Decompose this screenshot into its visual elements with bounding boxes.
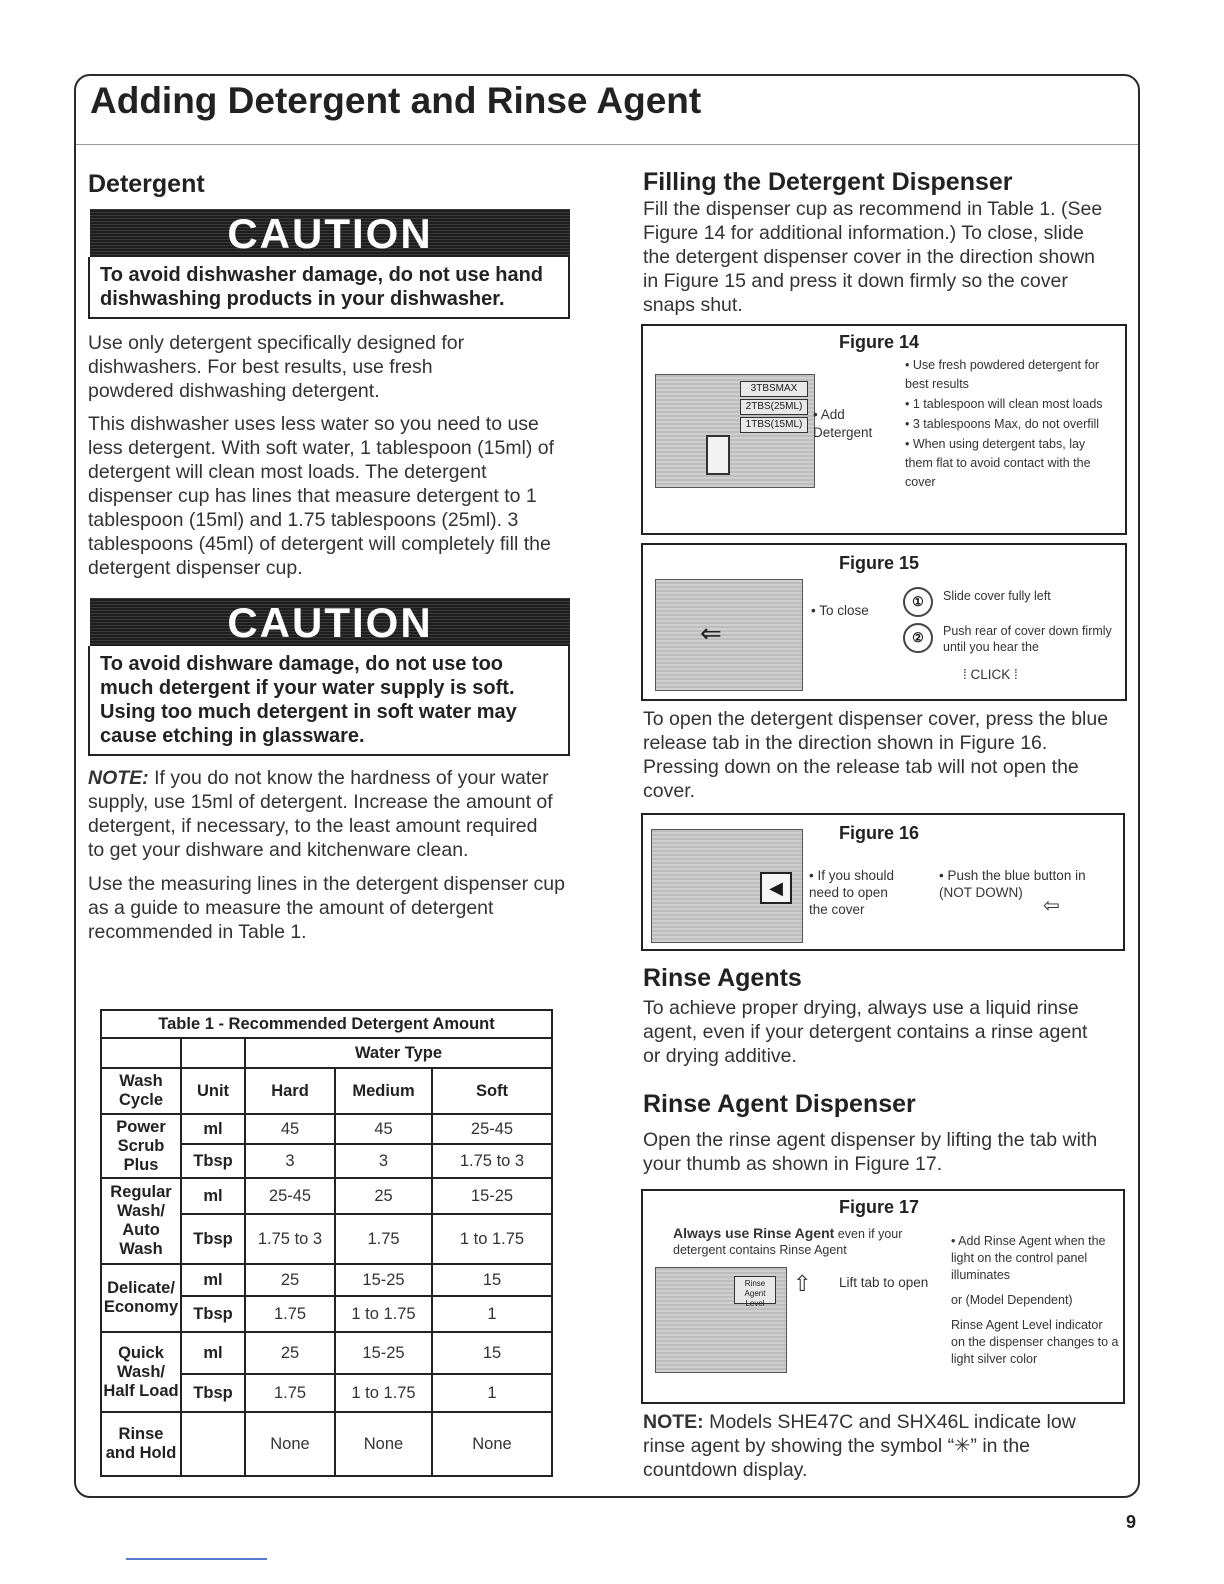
cycle-cell: Rinse and Hold — [101, 1412, 181, 1476]
note-text: Models SHE47C and SHX46L indicate low rinse agent by showing the symbol “✳” in the countdown display. — [643, 1411, 1076, 1481]
filling-heading: Filling the Detergent Dispenser — [643, 168, 1013, 196]
arrow-left-icon: ⇐ — [700, 618, 722, 648]
medium-cell: 1 to 1.75 — [335, 1296, 432, 1332]
medium-cell: 15-25 — [335, 1264, 432, 1296]
hard-cell: 1.75 to 3 — [245, 1214, 335, 1264]
medium-cell: 1.75 — [335, 1214, 432, 1264]
step-1-text: Slide cover fully left — [943, 589, 1051, 603]
fig-note: • Add Rinse Agent when the light on the control panel illuminates — [951, 1234, 1106, 1282]
always-use-rest: even if your detergent contains Rinse Agent — [673, 1227, 903, 1257]
unit-cell: Tbsp — [181, 1296, 245, 1332]
hard-cell: 1.75 — [245, 1296, 335, 1332]
medium-header: Medium — [335, 1068, 432, 1114]
figure-17-notes — [951, 1233, 1119, 1368]
medium-cell: 25 — [335, 1178, 432, 1214]
hard-header: Hard — [245, 1068, 335, 1114]
note-label: NOTE: — [88, 767, 149, 789]
caution-text: To avoid dishwasher damage, do not use hand dishwashing products in your dishwasher. — [100, 264, 544, 310]
page-title: Adding Detergent and Rinse Agent — [90, 80, 702, 121]
medium-cell: 45 — [335, 1114, 432, 1144]
unit-cell: Tbsp — [181, 1214, 245, 1264]
unit-cell: Tbsp — [181, 1374, 245, 1412]
footer-line — [126, 1558, 267, 1560]
release-tab-photo — [651, 829, 803, 943]
step-1-icon: ① — [903, 587, 933, 617]
soft-cell: 1 — [432, 1374, 552, 1412]
always-use-bold: Always use Rinse Agent — [673, 1225, 835, 1241]
click-text: CLICK — [970, 667, 1011, 682]
caution-label: CAUTION — [90, 209, 570, 257]
add-detergent-callout: • Add Detergent — [813, 407, 873, 440]
medium-cell: 3 — [335, 1144, 432, 1178]
to-close-callout: • To close — [811, 603, 869, 618]
unit-cell: ml — [181, 1264, 245, 1296]
dispenser-cover-photo — [655, 579, 803, 691]
cycle-cell: Power Scrub Plus — [101, 1114, 181, 1178]
fig-note: • When using detergent tabs, lay them flat to avoid contact with the cover — [905, 437, 1091, 489]
caution-box-2 — [88, 598, 570, 756]
soft-cell: 25-45 — [432, 1114, 552, 1144]
detergent-para-3: Use the measuring lines in the detergent dispenser cup as a guide to measure the amount of detergent recommended in Table 1. — [88, 873, 565, 943]
caution-body — [88, 646, 570, 756]
fig-note: or (Model Dependent) — [951, 1293, 1073, 1307]
release-tab-icon: ◀ — [760, 872, 792, 904]
click-left-icon: ⁞ — [963, 667, 971, 682]
step-2-icon: ② — [903, 623, 933, 653]
caution-body — [88, 257, 570, 319]
figure-14 — [641, 324, 1127, 535]
hard-cell: 1.75 — [245, 1374, 335, 1412]
mark-label: 3TBSMAX — [740, 381, 808, 397]
rinse-agents-text: To achieve proper drying, always use a liquid rinse agent, even if your detergent contains a rinse agent or drying additive. — [643, 997, 1088, 1067]
unit-cell: ml — [181, 1178, 245, 1214]
medium-cell: None — [335, 1412, 432, 1476]
left-column — [88, 170, 568, 944]
wash-cycle-header: Wash Cycle — [101, 1068, 181, 1114]
note-label: NOTE: — [643, 1411, 704, 1433]
lift-tab-callout: Lift tab to open — [839, 1275, 929, 1290]
hard-cell: 3 — [245, 1144, 335, 1178]
table-blank — [101, 1038, 181, 1068]
hard-cell: 25 — [245, 1264, 335, 1296]
rinse-dispenser-heading: Rinse Agent Dispenser — [643, 1090, 916, 1118]
figure-14-notes — [905, 356, 1115, 492]
medium-cell: 15-25 — [335, 1332, 432, 1374]
rinse-dispenser-photo — [655, 1267, 787, 1373]
note-text: If you do not know the hardness of your water supply, use 15ml of detergent. Increase the amount of detergent, if necessary, to the least amount required to get your dishware and kitchenware clean. — [88, 767, 553, 861]
lift-arrow-icon: ⇧ — [793, 1271, 812, 1296]
detergent-para-2: This dishwasher uses less water so you need to use less detergent. With soft water, 1 tablespoon (15ml) of detergent will clean most loads. The detergent dispenser cup has lines that measure detergent to 1 tablespoon (15ml) and 1.75 tablespoons (25ml). 3 tablespoons (45ml) of detergent will completely fill the detergent dispenser cup. — [88, 413, 555, 579]
unit-cell: ml — [181, 1332, 245, 1374]
rinse-dispenser-text: Open the rinse agent dispenser by lifting the tab with your thumb as shown in Figure 17. — [643, 1129, 1098, 1175]
rinse-note — [643, 1410, 1113, 1482]
click-right-icon: ⁞ — [1010, 667, 1018, 682]
page-number: 9 — [1126, 1512, 1137, 1532]
water-type-header: Water Type — [245, 1038, 552, 1068]
table-blank — [181, 1038, 245, 1068]
unit-cell — [181, 1412, 245, 1476]
figure-17 — [641, 1189, 1125, 1404]
push-arrow-icon: ⇦ — [1043, 895, 1060, 917]
soft-cell: 1 to 1.75 — [432, 1214, 552, 1264]
cycle-cell: Delicate/ Economy — [101, 1264, 181, 1332]
figure-title: Figure 14 — [839, 332, 920, 352]
figure-title: Figure 17 — [839, 1197, 920, 1217]
soft-cell: None — [432, 1412, 552, 1476]
figure-16 — [641, 813, 1125, 951]
hard-cell: 45 — [245, 1114, 335, 1144]
filling-text: Fill the dispenser cup as recommend in Table 1. (See Figure 14 for additional information.) To close, slide the detergent dispenser cover in the direction shown in Figure 15 and press it down firmly so the cover snaps shut. — [643, 198, 1103, 316]
fig-note: Rinse Agent Level indicator on the dispenser changes to a light silver color — [951, 1318, 1119, 1366]
table-title: Table 1 - Recommended Detergent Amount — [101, 1010, 552, 1038]
caution-text: To avoid dishware damage, do not use too much detergent if your water supply is soft. Using too much detergent in soft water may cause etching in glassware. — [100, 653, 517, 747]
detergent-cup-photo — [655, 374, 815, 488]
figure-title: Figure 16 — [839, 823, 920, 843]
soft-cell: 1 — [432, 1296, 552, 1332]
step-2-text: Push rear of cover down firmly until you hear the — [943, 624, 1112, 654]
soft-cell: 15 — [432, 1264, 552, 1296]
cycle-cell: Regular Wash/ Auto Wash — [101, 1178, 181, 1264]
detergent-heading: Detergent — [88, 170, 205, 198]
figure-title: Figure 15 — [839, 553, 920, 573]
rinse-agents-heading: Rinse Agents — [643, 964, 802, 992]
unit-cell: ml — [181, 1114, 245, 1144]
hard-cell: None — [245, 1412, 335, 1476]
caution-label: CAUTION — [90, 598, 570, 646]
detergent-table — [100, 1009, 553, 1477]
push-button-note: • Push the blue button in (NOT DOWN) — [939, 868, 1086, 900]
open-text: To open the detergent dispenser cover, press the blue release tab in the direction shown in Figure 16. Pressing down on the release tab will not open the cover. — [643, 708, 1109, 802]
mark-label: 1TBS(15ML) — [740, 417, 808, 433]
unit-cell: Tbsp — [181, 1144, 245, 1178]
detergent-note — [88, 766, 553, 862]
title-divider — [76, 144, 1138, 145]
mark-label: 2TBS(25ML) — [740, 399, 808, 415]
cycle-cell: Quick Wash/ Half Load — [101, 1332, 181, 1412]
soft-header: Soft — [432, 1068, 552, 1114]
fig-note: • Use fresh powdered detergent for best results — [905, 358, 1100, 391]
soft-cell: 1.75 to 3 — [432, 1144, 552, 1178]
rinse-level-label: Rinse Agent Level — [734, 1276, 776, 1304]
medium-cell: 1 to 1.75 — [335, 1374, 432, 1412]
hard-cell: 25 — [245, 1332, 335, 1374]
soft-cell: 15 — [432, 1332, 552, 1374]
always-use-rinse — [673, 1225, 923, 1258]
caution-box-1 — [88, 209, 570, 319]
cup-icon — [706, 435, 730, 475]
fig-note: • 3 tablespoons Max, do not overfill — [905, 417, 1100, 431]
soft-cell: 15-25 — [432, 1178, 552, 1214]
hard-cell: 25-45 — [245, 1178, 335, 1214]
detergent-para-1: Use only detergent specifically designed for dishwashers. For best results, use fresh powdered dishwashing detergent. — [88, 332, 465, 402]
unit-header: Unit — [181, 1068, 245, 1114]
click-label — [963, 665, 1018, 684]
need-open-callout: • If you should need to open the cover — [809, 868, 895, 917]
fig-note: • 1 tablespoon will clean most loads — [905, 397, 1103, 411]
figure-15 — [641, 543, 1127, 701]
